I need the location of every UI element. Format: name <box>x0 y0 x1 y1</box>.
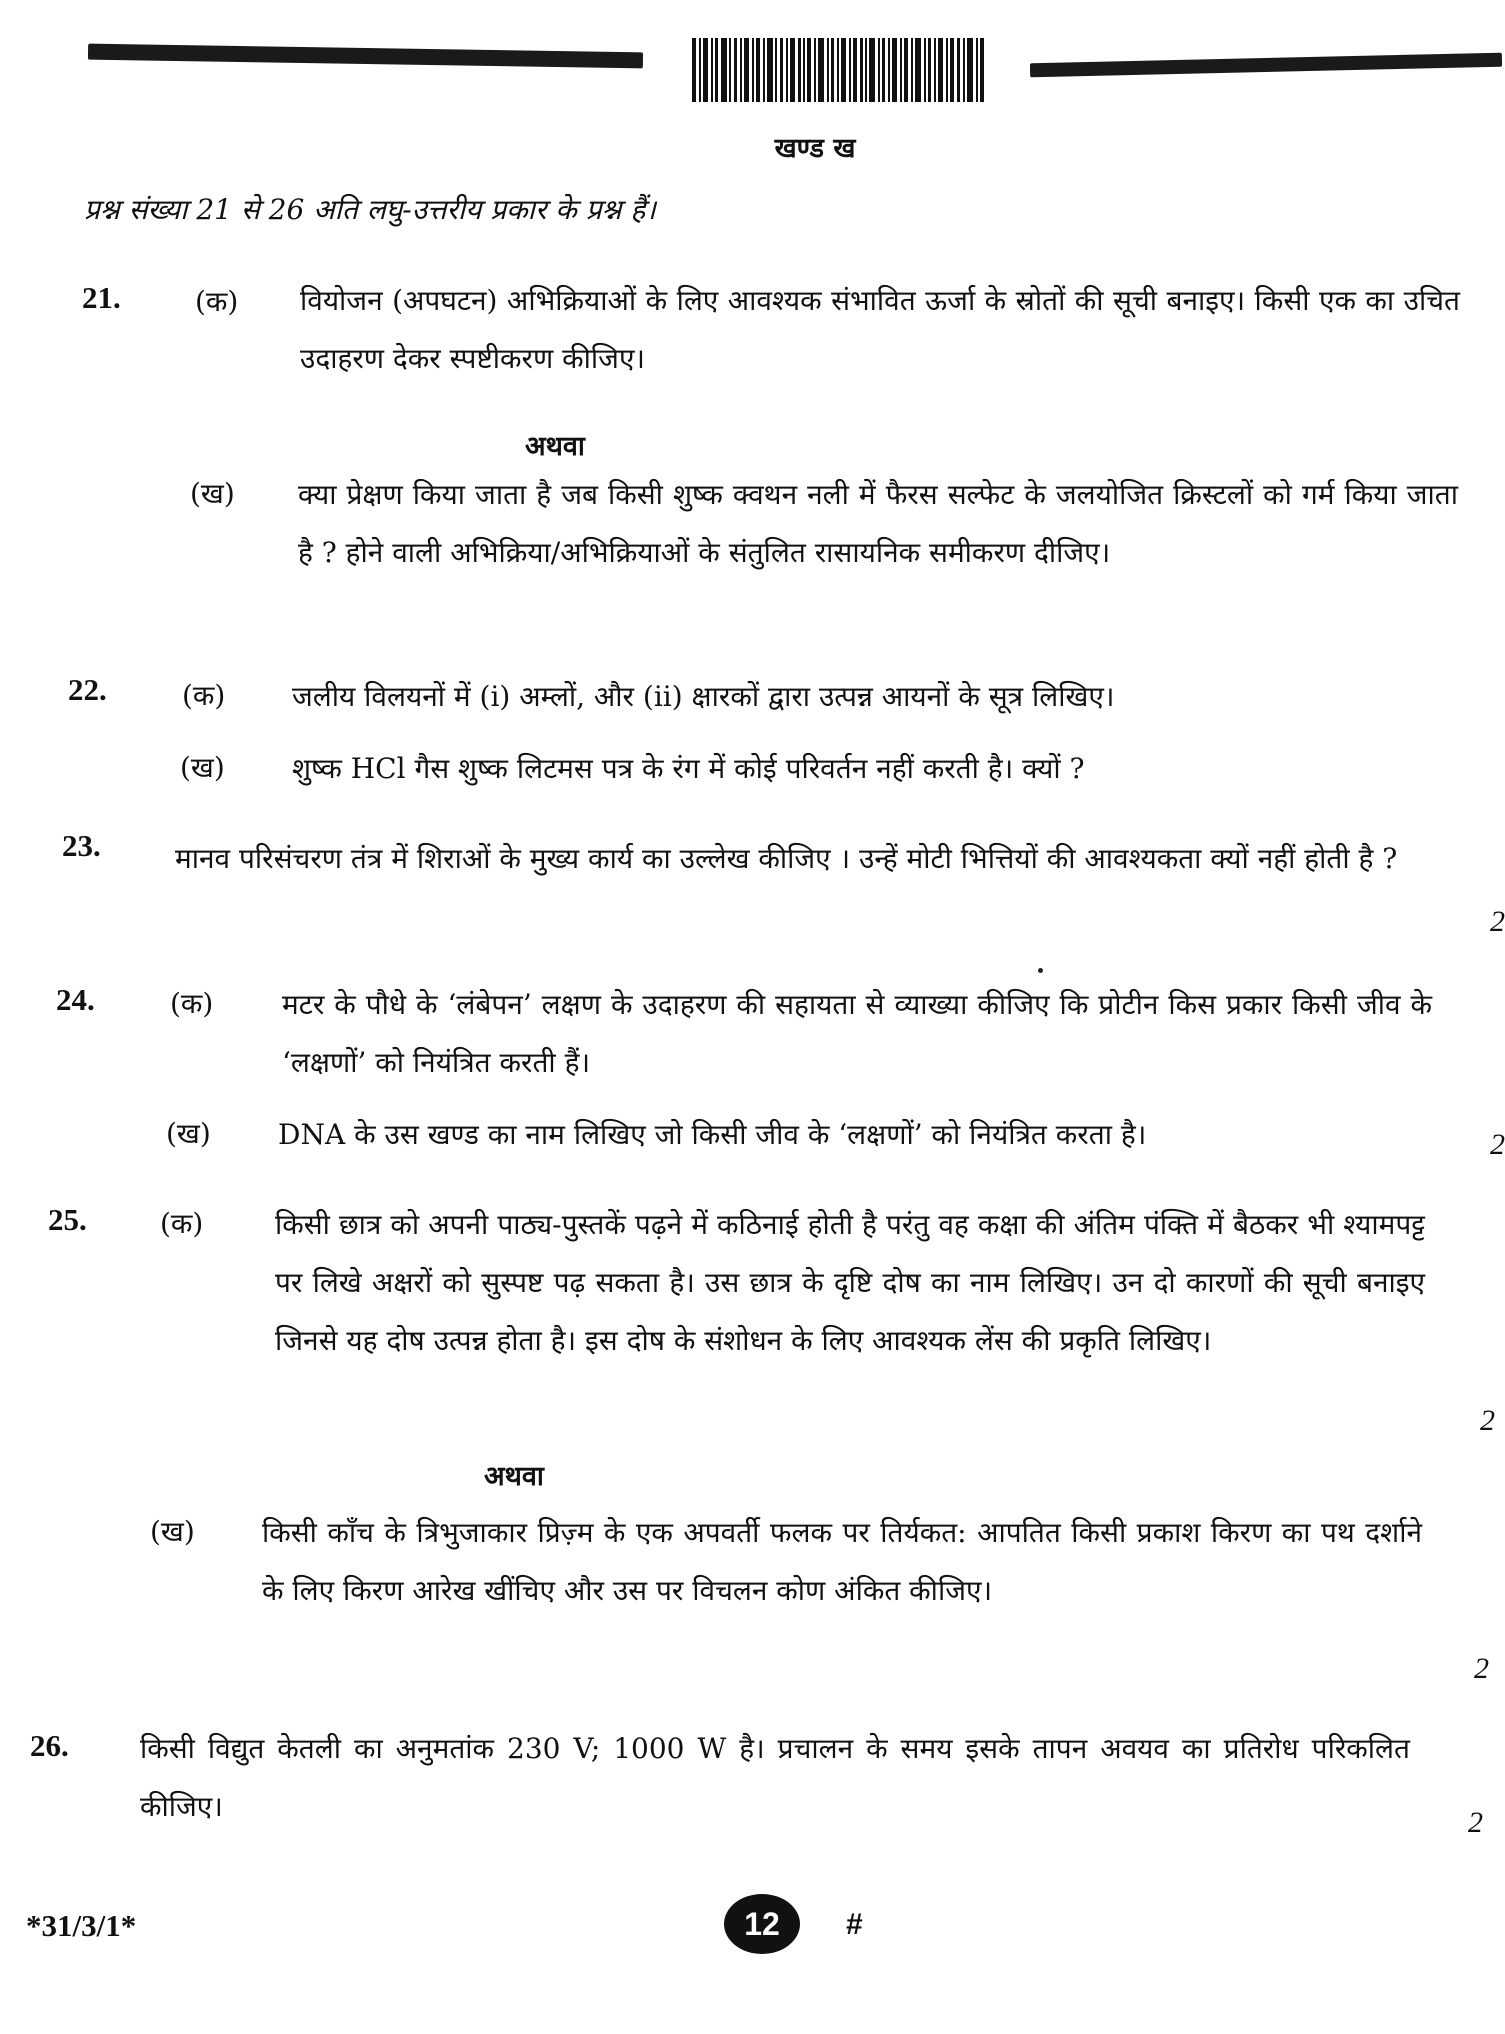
question-text: जलीय विलयनों में (i) अम्लों, और (ii) क्षारकों द्वारा उत्पन्न आयनों के सूत्र लिखिए। <box>292 680 1115 713</box>
part-label: (ख) <box>150 1515 195 1548</box>
question-number: 21. <box>82 280 121 315</box>
question-number: 26. <box>30 1728 69 1763</box>
question-text: क्या प्रेक्षण किया जाता है जब किसी शुष्क क्वथन नली में फैरस सल्फेट के जलयोजित क्रिस्टलों को गर्म किया जाता है ? होने वाली अभिक्रिया/अभिक्रियाओं के संतुलित रासायनिक समीकरण दीजिए। <box>298 478 1458 569</box>
part-label: (क) <box>160 1207 204 1240</box>
question-number: 22. <box>68 672 107 707</box>
top-left-rule <box>88 44 643 69</box>
barcode <box>692 38 984 102</box>
marks: 2 <box>1490 905 1505 938</box>
question-text: किसी विद्युत केतली का अनुमतांक 230 V; 1000 W है। प्रचालन के समय इसके तापन अवयव का प्रतिरोध परिकलित कीजिए। <box>140 1732 1410 1823</box>
part-label: (क) <box>182 679 226 712</box>
question-text: किसी काँच के त्रिभुजाकार प्रिज़्म के एक अपवर्ती फलक पर तिर्यकत: आपतित किसी प्रकाश किरण का पथ दर्शाने के लिए किरण आरेख खींचिए और उस पर विचलन कोण अंकित कीजिए। <box>262 1516 1422 1607</box>
section-title: खण्ड ख <box>774 133 856 164</box>
page-number: 12 <box>724 1894 800 1954</box>
hash-mark: # <box>846 1908 863 1941</box>
question-text: मानव परिसंचरण तंत्र में शिराओं के मुख्य कार्य का उल्लेख कीजिए । उन्हें मोटी भित्तियों की आवश्यकता क्यों नहीं होती है ? <box>175 842 1398 875</box>
or-label: अथवा <box>484 1461 544 1492</box>
part-label: (ख) <box>180 751 225 784</box>
part-label: (क) <box>170 987 214 1020</box>
question-text: DNA के उस खण्ड का नाम लिखिए जो किसी जीव के ‘लक्षणों’ को नियंत्रित करता है। <box>278 1118 1147 1151</box>
part-label: (ख) <box>166 1117 211 1150</box>
question-text: वियोजन (अपघटन) अभिक्रियाओं के लिए आवश्यक संभावित ऊर्जा के स्रोतों की सूची बनाइए। किसी एक का उचित उदाहरण देकर स्पष्टीकरण कीजिए। <box>300 284 1460 375</box>
question-text: किसी छात्र को अपनी पाठ्य-पुस्तकें पढ़ने में कठिनाई होती है परंतु वह कक्षा की अंतिम पंक्ति में बैठकर भी श्यामपट्ट पर लिखे अक्षरों को सुस्पष्ट पढ़ सकता है। उस छात्र के दृष्टि दोष का नाम लिखिए। उन दो कारणों की सूची बनाइए जिनसे यह दोष उत्पन्न होता है। इस दोष के संशोधन के लिए आवश्यक लेंस की प्रकृति लिखिए। <box>275 1208 1425 1357</box>
question-text: मटर के पौधे के ‘लंबेपन’ लक्षण के उदाहरण की सहायता से व्याख्या कीजिए कि प्रोटीन किस प्रकार किसी जीव के ‘लक्षणों’ को नियंत्रित करती हैं। <box>282 988 1432 1079</box>
question-number: 25. <box>48 1202 87 1237</box>
marks: 2 <box>1468 1806 1483 1839</box>
stray-dot <box>1038 968 1043 973</box>
paper-code: *31/3/1* <box>26 1908 137 1943</box>
question-text: शुष्क HCl गैस शुष्क लिटमस पत्र के रंग में कोई परिवर्तन नहीं करती है। क्यों ? <box>292 752 1085 785</box>
question-number: 23. <box>62 828 101 863</box>
part-label: (ख) <box>190 477 235 510</box>
or-label: अथवा <box>525 431 585 462</box>
marks: 2 <box>1480 1404 1495 1437</box>
part-label: (क) <box>195 285 239 318</box>
question-number: 24. <box>56 982 95 1017</box>
marks: 2 <box>1490 1128 1505 1161</box>
marks: 2 <box>1474 1652 1489 1685</box>
section-instructions: प्रश्न संख्या 21 से 26 अति लघु-उत्तरीय प्रकार के प्रश्न हैं। <box>84 193 656 226</box>
top-right-rule <box>1030 53 1502 78</box>
